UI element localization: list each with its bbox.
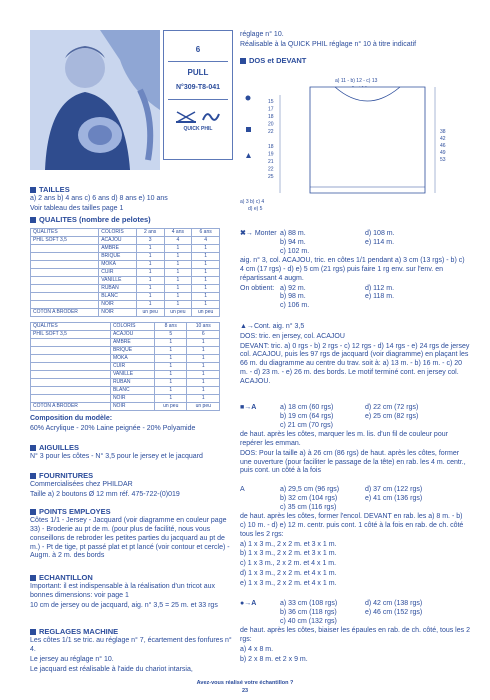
table-cell: 3 — [136, 237, 164, 245]
table-cell: 1 — [136, 301, 164, 309]
table-cell — [31, 277, 99, 285]
table-cell: 4 — [192, 237, 220, 245]
square-marker-icon — [246, 127, 251, 132]
table-row — [31, 379, 220, 387]
diagram-right-number: 42 — [440, 136, 446, 142]
table-cell: 1 — [136, 269, 164, 277]
table-header-cell: COLORIS — [110, 323, 154, 331]
qualites-table-2-wrap — [30, 322, 220, 411]
table-row — [31, 387, 220, 395]
table-cell: 1 — [187, 379, 220, 387]
table-cell: 1 — [164, 261, 192, 269]
monter-row — [240, 248, 470, 257]
echantillon-heading: ECHANTILLON — [30, 573, 235, 582]
table-cell: ACAJOU — [110, 331, 154, 339]
diagram-left-number: 25 — [268, 174, 274, 180]
bullet-square-icon — [30, 187, 36, 193]
table-cell — [31, 339, 111, 347]
table-header-cell: 4 ans — [164, 229, 192, 237]
right-intro — [240, 30, 470, 65]
table-cell: 1 — [187, 395, 220, 403]
reglages-line-1: Les côtes 1/1 se tric. au réglage n° 7, écartement des fonfures n° 4. — [30, 637, 232, 654]
table-row — [31, 277, 220, 285]
pattern-name: PULL — [187, 68, 209, 77]
table-cell: 1 — [164, 285, 192, 293]
table-cell: un peu — [154, 403, 187, 411]
table-row — [31, 403, 220, 411]
aiguilles-section — [30, 438, 235, 463]
diagram-left-number: 22 — [268, 129, 274, 135]
pattern-info-box — [163, 30, 233, 160]
diagram-rib-label-2: d) e) 5 — [248, 206, 263, 212]
qualites-table-2 — [30, 322, 220, 411]
table-header-cell: 6 ans — [192, 229, 220, 237]
fournitures-line-2: Taille a) 2 boutons Ø 12 mm réf. 475-722-(0)019 — [30, 491, 180, 499]
tailles-note: Voir tableau des tailles page 1 — [30, 205, 124, 213]
table-cell: ACAJOU — [99, 237, 137, 245]
table-cell: 1 — [192, 253, 220, 261]
table-cell: PHIL SOFT 3,5 — [31, 237, 99, 245]
monter-a: a) 88 m. — [280, 230, 306, 237]
monter-row — [240, 230, 470, 239]
triangle-marker-icon — [246, 153, 251, 158]
table-row — [31, 395, 220, 403]
table-header-cell: QUALITES — [31, 323, 111, 331]
table-cell: 1 — [154, 395, 187, 403]
points-text: Côtes 1/1 - Jersey - Jacquard (voir diagramme en couleur page 33) - Broderie au pt de m. (pour plus de facilité, nous vous conseillons de rebroder les petites parties du jacquard au pt de m.) - Pt de tige, pt passé plat et pt lancé (voir contour et cercle) - Augm. à 2 m. des bords — [30, 517, 230, 560]
a2-line: b) 1 x 3 m., 2 x 2 m. et 3 x 1 m. — [240, 550, 337, 558]
aiguilles-heading: AIGUILLES — [30, 443, 235, 452]
cont-section: ▲→Cont. aig. n° 3,5 DOS: tric. en jersey, col. ACAJOU DEVANT: tric. a) 0 rgs - b) 2 rgs - c) 12 rgs - d) 14 rgs - e) 24 rgs de jersey col. ACAJOU, puis les 97 rgs de jacquard (voir diagramme) en plaçant les 66 m. du diagramme au centre du trav. soit à: a) 13 m. - b) 16 m. - c) 20 m. - d) 23 m. - e) 26 m. des bords. Le motif terminé cont. en jersey col. ACAJOU. — [240, 323, 470, 385]
composition-text: 60% Acrylique - 20% Laine peignée - 20% Polyamide — [30, 424, 196, 432]
diagram-left-number: 21 — [268, 159, 274, 165]
table-cell: 1 — [187, 347, 220, 355]
diagram-left-number: 17 — [268, 106, 274, 113]
table-cell: 1 — [187, 387, 220, 395]
bullet-square-icon — [30, 509, 36, 515]
table-cell: 5 — [154, 331, 187, 339]
qualites-heading: QUALITES (nombre de pelotes) — [30, 215, 235, 224]
reglages-line-2: Le jersey au réglage n° 10. — [30, 655, 114, 663]
table-cell: NOIR — [99, 309, 137, 317]
table-cell — [31, 363, 111, 371]
table-cell — [31, 395, 111, 403]
circle-marker-icon — [246, 96, 251, 101]
table-cell: CUIR — [110, 363, 154, 371]
table-header-cell: QUALITES — [31, 229, 99, 237]
diagram-left-number: 22 — [268, 166, 274, 173]
table-row — [31, 293, 220, 301]
table-cell: MOKA — [110, 355, 154, 363]
table-cell: 1 — [154, 347, 187, 355]
table-cell: 1 — [164, 269, 192, 277]
table-cell: 1 — [136, 277, 164, 285]
table-cell: 1 — [136, 293, 164, 301]
qualites-section — [30, 210, 235, 224]
table-row — [31, 371, 220, 379]
table-cell: 1 — [187, 371, 220, 379]
bullet-square-icon — [30, 575, 36, 581]
diagram-svg — [240, 75, 465, 215]
a2-line: c) 1 x 3 m., 2 x 2 m. et 4 x 1 m. — [240, 560, 337, 567]
composition-section — [30, 414, 235, 435]
table-header-row — [31, 323, 220, 331]
table-cell: 1 — [192, 277, 220, 285]
quick-phil-line: Réalisable à la QUICK PHIL réglage n° 10 à titre indicatif — [240, 40, 417, 48]
monter-e: e) 114 m. — [365, 238, 395, 246]
a3-text: de haut. après les côtes, biaiser les épaules en rab. de ch. côté, tous les 2 rgs: — [240, 627, 470, 643]
table-cell: 1 — [187, 363, 220, 371]
tailles-sizes: a) 2 ans b) 4 ans c) 6 ans d) 8 ans e) 10 ans — [30, 195, 168, 203]
table-row — [31, 363, 220, 371]
table-cell: un peu — [192, 309, 220, 317]
a3-section: ●→A a) 33 cm (108 rgs) d) 42 cm (138 rgs) b) 36 cm (118 rgs) e) 46 cm (152 rgs) c) 40 cm (132 rgs) de haut. après les côtes, biaiser les épaules en rab. de ch. côté, tous les 2 rgs: a) 4 x 8 m. b) 2 x 8 m. et 2 x 9 m. — [240, 600, 470, 663]
obtient-row: On obtient: a) 92 m. d) 112 m. — [240, 284, 395, 292]
page-number: 23 — [241, 688, 249, 694]
monter-d: d) 108 m. — [365, 230, 395, 237]
table-row — [31, 355, 220, 363]
machine-label: QUICK PHIL — [183, 125, 213, 132]
table-row — [31, 245, 220, 253]
table-cell: AMBRE — [110, 339, 154, 347]
table-cell: RUBAN — [110, 379, 154, 387]
cont-devant: DEVANT: tric. a) 0 rgs - b) 2 rgs - c) 12 rgs - d) 14 rgs - e) 24 rgs de jersey col. ACAJOU, puis les 97 rgs de jacquard (voir diagramme) en plaçant les 66 m. du diagramme au centre du trav. soit à: a) 13 m. - b) 16 m. - c) 20 m. - d) 23 m. - e) 26 m. des bords. Le motif terminé cont. en jersey col. ACAJOU. — [240, 342, 470, 385]
pattern-number: 6 — [195, 45, 201, 54]
diagram-left-number: 18 — [268, 144, 274, 150]
table-cell: un peu — [187, 403, 220, 411]
table-cell: 1 — [187, 339, 220, 347]
qualites-table-1-wrap — [30, 228, 220, 317]
fournitures-section — [30, 466, 235, 501]
table-cell: BLANC — [99, 293, 137, 301]
square-arrow-marker: ■→A — [240, 404, 257, 411]
a1-text-2: DOS: Pour la taille a) à 26 cm (86 rgs) de haut. après les côtes, former une ouverture (pour faciliter le passage de la tête) en rab. les 4 m. centr., puis cont. un côté à la fois — [240, 449, 466, 475]
monter-section — [240, 230, 470, 311]
table-cell — [31, 285, 99, 293]
table-cell: 1 — [164, 293, 192, 301]
table-cell: COTON A BRODER — [31, 309, 99, 317]
diagram-left-number: 20 — [268, 121, 274, 128]
table-cell: 1 — [154, 339, 187, 347]
monter-text: aig. n° 3, col. ACAJOU, tric. en côtes 1/1 pendant a) 3 cm (13 rgs) - b) c) 4 cm (17 rgs) - d) e) 5 cm (21 rgs) puis faire 1 rg env. sur l'env. en répartissant 4 augm. — [240, 257, 465, 282]
a2-text: de haut. après les côtes, former l'encol. DEVANT en rab. les a) 8 m. - b) c) 10 m. - d) e) 12 m. centr. puis cont. 1 côté à la fois en rab. de ch. côté tous les 2 rgs: — [240, 513, 464, 538]
table-cell — [31, 347, 111, 355]
table-cell: 4 — [164, 237, 192, 245]
cont-dos: DOS: tric. en jersey, col. ACAJOU — [240, 332, 345, 340]
table-cell: 1 — [154, 363, 187, 371]
reglages-section — [30, 622, 235, 675]
bullet-square-icon — [30, 217, 36, 223]
diagram-right-number: 53 — [440, 157, 446, 163]
table-header-cell: 8 ans — [154, 323, 187, 331]
table-cell: BRIQUE — [110, 347, 154, 355]
table-cell: 1 — [154, 371, 187, 379]
echantillon-line-2: 10 cm de jersey ou de jacquard, aig. n° 3,5 = 25 m. et 33 rgs — [30, 601, 218, 609]
table-row — [31, 261, 220, 269]
table-cell: 1 — [136, 253, 164, 261]
table-row — [31, 301, 220, 309]
a3-line: a) 4 x 8 m. — [240, 645, 274, 653]
table-cell: 1 — [192, 293, 220, 301]
table-cell: 1 — [164, 301, 192, 309]
points-heading: POINTS EMPLOYES — [30, 507, 235, 516]
monter-b: b) 94 m. — [280, 238, 306, 246]
table-cell: VANILLE — [110, 371, 154, 379]
a1-section: ■→A a) 18 cm (60 rgs) d) 22 cm (72 rgs) b) 19 cm (64 rgs) e) 25 cm (82 rgs) c) 21 cm (70 rgs) de haut. après les côtes, marquer les m. lis. d'un fil de couleur pour repérer les emman. DOS: Pour la taille a) à 26 cm (86 rgs) de haut. après les côtes, former une ouverture (pour faciliter le passage de la tête) en rab. les 4 m. centr., puis cont. un côté à la fois — [240, 404, 470, 477]
table-cell: NOIR — [110, 403, 154, 411]
table-cell: 1 — [164, 245, 192, 253]
table-cell: 1 — [136, 261, 164, 269]
bullet-square-icon — [30, 445, 36, 451]
table-row — [31, 347, 220, 355]
table-cell: 1 — [187, 355, 220, 363]
table-cell: AMBRE — [99, 245, 137, 253]
table-header-cell: COLORIS — [99, 229, 137, 237]
model-photo — [30, 30, 160, 170]
diagram-right-number: 46 — [440, 143, 446, 149]
table-cell: 1 — [192, 301, 220, 309]
a2-label: A — [240, 486, 245, 493]
table-cell: 1 — [136, 245, 164, 253]
fournitures-heading: FOURNITURES — [30, 471, 235, 480]
divider — [168, 99, 228, 100]
table-cell — [31, 355, 111, 363]
table-row — [31, 309, 220, 317]
footer-question: Avez-vous réalisé votre échantillon ? — [196, 680, 294, 686]
pattern-reference: N°309-T8-041 — [175, 84, 221, 91]
table-cell: 1 — [154, 387, 187, 395]
echantillon-line-1: Important: il est indispensable à la réalisation d'un tricot aux bonnes dimensions: voir page 1 — [30, 583, 215, 600]
table-cell: un peu — [164, 309, 192, 317]
a2-line: d) 1 x 3 m., 2 x 2 m. et 4 x 1 m. — [240, 569, 337, 577]
table-cell — [31, 269, 99, 277]
table-cell — [31, 387, 111, 395]
table-row — [31, 331, 220, 339]
table-cell: COTON A BRODER — [31, 403, 111, 411]
diagram-right-number: 38 — [440, 129, 446, 135]
table-row — [31, 269, 220, 277]
table-cell: NOIR — [99, 301, 137, 309]
table-cell: BRIQUE — [99, 253, 137, 261]
diagram-rib-label: a) 3 b) c) 4 — [240, 199, 265, 205]
diagram-top-label: a) 11 - b) 12 - c) 13 — [335, 78, 378, 84]
echantillon-section — [30, 568, 235, 612]
diagram-left-number: 15 — [268, 99, 274, 105]
diagram-left-number: 19 — [268, 151, 274, 158]
table-header-cell: 2 ans — [136, 229, 164, 237]
reglages-line-3: Le jacquard est réalisable à l'aide du chariot intarsia, — [30, 665, 193, 673]
a2-section: A a) 29,5 cm (96 rgs) d) 37 cm (122 rgs) b) 32 cm (104 rgs) e) 41 cm (136 rgs) c) 35 cm (116 rgs) de haut. après les côtes, former l'encol. DEVANT en rab. les a) 8 m. - b) c) 10 m. - d) e) 12 m. centr. puis cont. 1 côté à la fois en rab. de ch. côté tous les 2 rgs: a) 1 x 3 m., 2 x 2 m. et 3 x 1 m. b) 1 x 3 m., 2 x 2 m. et 3 x 1 m. c) 1 x 3 m., 2 x 2 m. et 4 x 1 m. d) 1 x 3 m., 2 x 2 m. et 4 x 1 m. e) 1 x 3 m., 2 x 2 m. et 4 x 1 m. — [240, 486, 470, 589]
table-cell — [31, 245, 99, 253]
a1-text-1: de haut. après les côtes, marquer les m. lis. d'un fil de couleur pour repérer les emman. — [240, 431, 448, 447]
table-cell — [31, 253, 99, 261]
table-cell: 1 — [154, 379, 187, 387]
divider — [168, 61, 228, 62]
table-row — [31, 253, 220, 261]
table-cell: 1 — [192, 261, 220, 269]
table-cell: 1 — [164, 253, 192, 261]
table-cell: 1 — [136, 285, 164, 293]
table-cell: 1 — [154, 355, 187, 363]
aiguilles-text: N° 3 pour les côtes - N° 3,5 pour le jersey et le jacquard — [30, 453, 203, 461]
diagram-right-number: 49 — [440, 150, 446, 156]
obtient-row: b) 98 m. e) 118 m. — [280, 293, 395, 301]
table-cell — [31, 301, 99, 309]
table-cell — [31, 293, 99, 301]
bullet-square-icon — [30, 473, 36, 479]
monter-label: ✖→ Monter — [240, 230, 277, 237]
fournitures-line-1: Commercialisées chez PHILDAR — [30, 481, 133, 489]
table-cell: CUIR — [99, 269, 137, 277]
garment-diagram — [240, 75, 465, 215]
table-row — [31, 339, 220, 347]
table-cell: MOKA — [99, 261, 137, 269]
machine-icons — [164, 110, 232, 124]
table-cell: NOIR — [110, 395, 154, 403]
table-cell — [31, 261, 99, 269]
composition-heading: Composition du modèle: — [30, 415, 113, 422]
table-cell: RUBAN — [99, 285, 137, 293]
table-header-cell: 10 ans — [187, 323, 220, 331]
yarn-icon — [201, 110, 221, 124]
a3-line: b) 2 x 8 m. et 2 x 9 m. — [240, 655, 308, 663]
diagram-left-number: 18 — [268, 114, 274, 120]
circle-arrow-marker: ●→A — [240, 600, 257, 607]
table-cell — [31, 379, 111, 387]
qualites-table-1 — [30, 228, 220, 317]
dos-devant-heading: DOS et DEVANT — [240, 56, 470, 65]
needles-icon — [175, 110, 197, 124]
reglages-heading: REGLAGES MACHINE — [30, 627, 235, 636]
bullet-square-icon — [30, 629, 36, 635]
table-row — [31, 237, 220, 245]
cont-title: Cont. aig. n° 3,5 — [253, 323, 305, 330]
table-row — [31, 285, 220, 293]
table-cell: 6 — [187, 331, 220, 339]
a2-line: a) 1 x 3 m., 2 x 2 m. et 3 x 1 m. — [240, 540, 337, 548]
monter-row — [240, 239, 470, 248]
monter-c: c) 102 m. — [280, 247, 310, 255]
obtient-label: On obtient: — [240, 284, 275, 292]
reglage-line: réglage n° 10. — [240, 31, 284, 38]
tailles-heading: TAILLES — [30, 185, 235, 194]
table-cell: PHIL SOFT 3,5 — [31, 331, 111, 339]
child-photo-image — [30, 30, 160, 170]
table-cell: BLANC — [110, 387, 154, 395]
table-cell: VANILLE — [99, 277, 137, 285]
bullet-square-icon — [240, 58, 246, 64]
obtient-row: c) 106 m. — [280, 302, 310, 309]
points-section — [30, 502, 235, 562]
table-cell: 1 — [192, 269, 220, 277]
table-cell — [31, 371, 111, 379]
a2-line: e) 1 x 3 m., 2 x 2 m. et 4 x 1 m. — [240, 579, 337, 587]
table-cell: 1 — [192, 245, 220, 253]
table-cell: 1 — [192, 285, 220, 293]
table-cell: 1 — [164, 277, 192, 285]
table-header-row — [31, 229, 220, 237]
table-cell: un peu — [136, 309, 164, 317]
